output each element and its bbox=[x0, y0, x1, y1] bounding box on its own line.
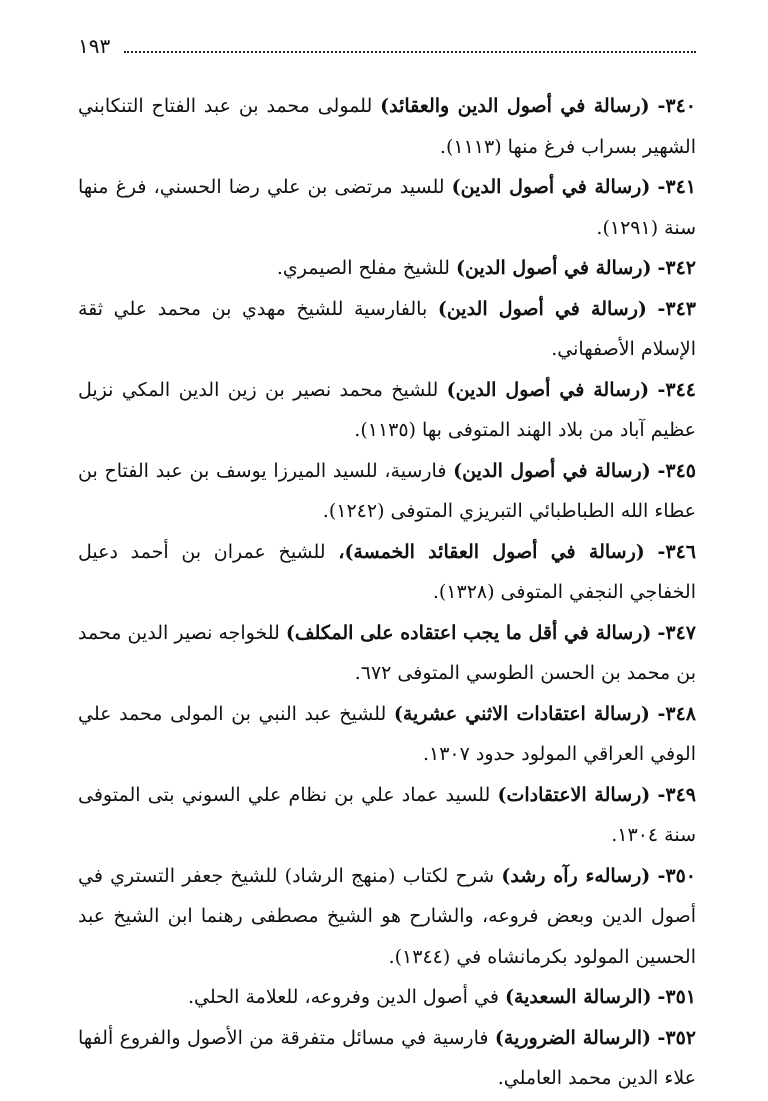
bibliography-entry bbox=[78, 86, 696, 167]
entry-number: ٣٥٠- bbox=[657, 864, 697, 887]
page-number: ١٩٣ bbox=[78, 34, 111, 58]
entry-number: ٣٤٥- bbox=[657, 459, 696, 482]
entry-title: (الرسالة السعدية) bbox=[504, 986, 652, 1008]
entry-text: في أصول الدين وفروعه، للعلامة الحلي. bbox=[187, 986, 499, 1008]
entry-text: للخواجه نصير الدين محمد بن محمد بن الحسن الطوسي المتوفى ٦٧٢. bbox=[78, 621, 696, 684]
entry-text: للشيخ عبد النبي بن المولى محمد علي الوفي العراقي المولود حدود ١٣٠٧. bbox=[78, 702, 696, 765]
entry-title: (رسالة في أصول الدين) bbox=[437, 297, 647, 320]
entry-number: ٣٥٢- bbox=[657, 1026, 697, 1049]
entry-title: (رسالة في أصول العقائد الخمسة)، bbox=[338, 540, 645, 563]
entry-text: فارسية، للسيد الميرزا يوسف بن عبد الفتاح بن عطاء الله الطباطبائي التبريزي المتوفى (١٢٤٢). bbox=[78, 459, 696, 522]
entry-text: للشيخ محمد نصير بن زين الدين المكي نزيل عظيم آباد من بلاد الهند المتوفى بها (١١٣٥). bbox=[78, 378, 696, 441]
bibliography-entry bbox=[78, 1018, 696, 1099]
entry-title: (رسالهء رآه رشد) bbox=[501, 864, 651, 887]
bibliography-entry bbox=[78, 613, 696, 694]
entry-title: (الرسالة الضرورية) bbox=[494, 1026, 652, 1049]
entry-title: (رسالة في أصول الدين والعقائد) bbox=[380, 95, 650, 117]
entry-number: ٣٤١- bbox=[657, 176, 696, 198]
bibliography-entry bbox=[78, 977, 696, 1018]
entry-title: (رسالة في أصول الدين) bbox=[451, 176, 651, 198]
bibliography-entry bbox=[78, 370, 696, 451]
entry-text: للمولى محمد بن عبد الفتاح التنكابني الشهير بسراب فرغ منها (١١١٣). bbox=[78, 95, 696, 158]
entry-number: ٣٤٢- bbox=[657, 257, 696, 279]
bibliography-entry bbox=[78, 167, 696, 248]
bibliography-entry bbox=[78, 248, 696, 289]
entry-title: (رسالة الاعتقادات) bbox=[497, 783, 651, 806]
entry-text: فارسية في مسائل متفرقة من الأصول والفروع ألفها علاء الدين محمد العاملي. bbox=[78, 1026, 696, 1089]
entry-number: ٣٤٨- bbox=[657, 702, 696, 725]
book-page bbox=[78, 30, 696, 1099]
entry-number: ٣٤٦- bbox=[657, 540, 696, 563]
header-dotted-rule bbox=[124, 51, 696, 53]
bibliography-entry bbox=[78, 289, 696, 370]
entry-text: شرح لكتاب (منهج الرشاد) للشيخ جعفر التستري في أصول الدين وبعض فروعه، والشارح هو الشيخ مصطفى رهنما ابن الشيخ عبد الحسين المولود بكرمانشاه في (١٣٤٤). bbox=[78, 864, 696, 968]
entry-title: (رسالة في أصول الدين) bbox=[456, 257, 652, 279]
bibliography-entry bbox=[78, 451, 696, 532]
entry-title: (رسالة في أصول الدين) bbox=[453, 459, 651, 482]
entry-text: للسيد عماد علي بن نظام علي السوني بتى المتوفى سنة ١٣٠٤. bbox=[78, 783, 696, 846]
bibliography-entry bbox=[78, 775, 696, 856]
entry-number: ٣٤٤- bbox=[657, 378, 696, 401]
entry-list bbox=[78, 86, 696, 1099]
bibliography-entry bbox=[78, 532, 696, 613]
entry-number: ٣٤٣- bbox=[657, 297, 696, 320]
page-header bbox=[78, 30, 696, 62]
bibliography-entry bbox=[78, 856, 696, 978]
entry-number: ٣٤٠- bbox=[657, 95, 696, 117]
entry-title: (رسالة في أقل ما يجب اعتقاده على المكلف) bbox=[285, 621, 652, 644]
entry-number: ٣٤٧- bbox=[657, 621, 696, 644]
entry-text: للشيخ مفلح الصيمري. bbox=[276, 257, 450, 279]
entry-text: بالفارسية للشيخ مهدي بن محمد علي ثقة الإسلام الأصفهاني. bbox=[78, 297, 696, 360]
entry-text: للسيد مرتضى بن علي رضا الحسني، فرغ منها سنة (١٢٩١). bbox=[78, 176, 696, 239]
entry-title: (رسالة في أصول الدين) bbox=[446, 378, 650, 401]
entry-title: (رسالة اعتقادات الاثني عشرية) bbox=[393, 702, 650, 725]
entry-number: ٣٥١- bbox=[657, 986, 696, 1008]
entry-text: للشيخ عمران بن أحمد دعيل الخفاجي النجفي المتوفى (١٣٢٨). bbox=[78, 540, 696, 603]
entry-number: ٣٤٩- bbox=[657, 783, 697, 806]
bibliography-entry bbox=[78, 694, 696, 775]
